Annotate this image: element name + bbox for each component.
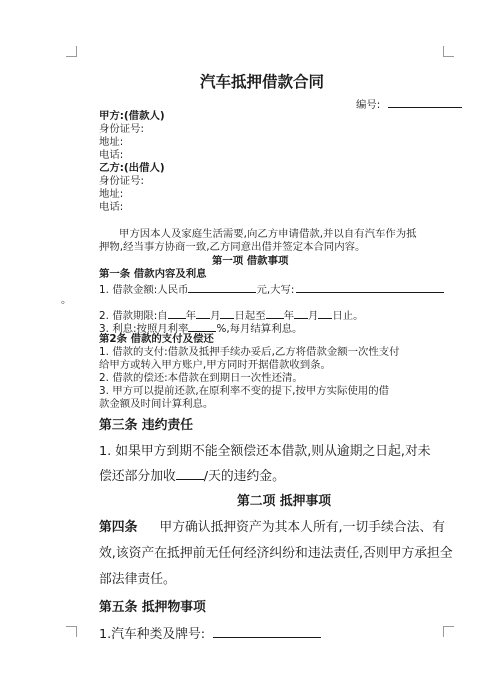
prepayment-line: 款金额及时间计算利息。	[99, 398, 214, 410]
page-corner-mark	[66, 46, 77, 57]
article-4-label: 第四条	[99, 520, 138, 535]
contract-number-field	[356, 96, 462, 112]
article-4-line: 效,该资产在抵押前无任何经济纠纷和违法责任,否则甲方承担全	[99, 546, 453, 561]
article-5-title: 第五条 抵押物事项	[99, 600, 206, 615]
payment-line: 1. 借款的支付:借款及抵押手续办妥后,乙方将借款金额一次性支付	[99, 346, 400, 358]
page-corner-mark	[443, 46, 454, 57]
article-3-title: 第三条 违约责任	[99, 418, 194, 433]
contract-number-blank	[388, 96, 462, 108]
page-corner-mark	[66, 626, 77, 637]
party-a-id-label: 身份证号:	[99, 123, 145, 135]
loan-amount-line-end: 。	[61, 294, 72, 306]
amount-blank	[188, 281, 256, 293]
contract-number-label: 编号:	[356, 99, 381, 111]
party-a-address-label: 地址:	[99, 136, 124, 148]
article-1-title: 第一条 借款内容及利息	[99, 268, 207, 280]
default-liability-line: 偿还部分加收 /天的违约金。	[99, 466, 285, 487]
amount-in-words-blank	[296, 281, 444, 293]
document-title: 汽车抵押借款合同	[200, 73, 325, 91]
interest-line: 3. 利息:按照月利率 %,每月结算利息。	[99, 320, 302, 336]
payment-line: 给甲方或转入甲方账户,甲方同时开据借款收到条。	[99, 359, 331, 371]
party-b-address-label: 地址:	[99, 188, 124, 200]
loan-term-line: 2. 借款期限:自 年 月 日起至 年 月 日止。	[99, 307, 364, 323]
section-2-title: 第二项 抵押事项	[237, 494, 332, 509]
loan-amount-line: 1. 借款金额:人民币 元,大写:	[99, 281, 444, 297]
section-1-title: 第一项 借款事项	[212, 255, 289, 267]
party-a-phone-label: 电话:	[99, 149, 124, 161]
article-4-line: 第四条 甲方确认抵押资产为其本人所有,一切手续合法、有	[99, 520, 445, 535]
party-b-phone-label: 电话:	[99, 201, 124, 213]
party-a-heading: 甲方:(借款人)	[99, 110, 165, 122]
party-b-heading: 乙方:(出借人)	[99, 162, 165, 174]
article-2-title: 第2条 借款的支付及偿还	[99, 333, 214, 345]
default-liability-line: 1. 如果甲方到期不能全额偿还本借款,则从逾期之日起,对未	[99, 444, 431, 459]
page-corner-mark	[443, 626, 454, 637]
vehicle-type-line: 1.汽车种类及牌号:	[99, 624, 321, 645]
repayment-line: 2. 借款的偿还:本借款在到期日一次性还清。	[99, 372, 303, 384]
preamble-line: 押物,经当事方协商一致,乙方同意出借并签定本合同内容。	[99, 241, 366, 253]
interest-rate-blank	[188, 320, 216, 332]
article-4-line: 部法律责任。	[99, 572, 176, 587]
prepayment-line: 3. 甲方可以提前还款,在原利率不变的提下,按甲方实际使用的借	[99, 385, 389, 397]
party-b-id-label: 身份证号:	[99, 175, 145, 187]
vehicle-type-blank	[213, 624, 321, 638]
preamble-line: 甲方因本人及家庭生活需要,向乙方申请借款,并以自有汽车作为抵	[119, 228, 417, 240]
penalty-blank	[176, 466, 204, 480]
